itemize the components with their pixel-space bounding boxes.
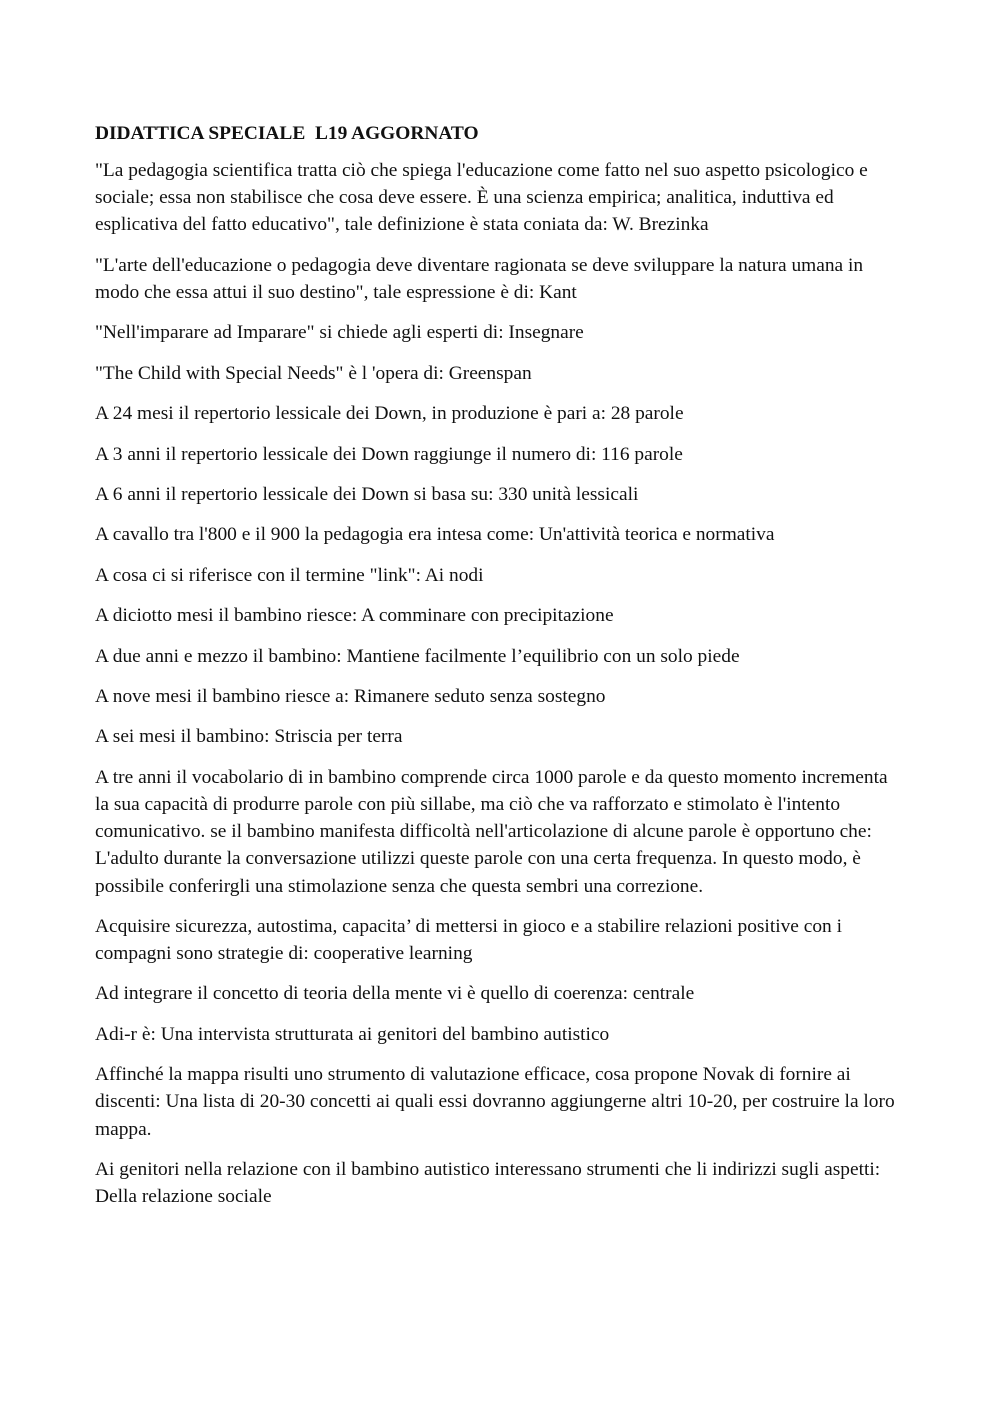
qa-entry: A 6 anni il repertorio lessicale dei Down si basa su: 330 unità lessicali — [95, 483, 639, 505]
qa-entry: A due anni e mezzo il bambino: Mantiene facilmente l’equilibrio con un solo piede — [95, 645, 740, 667]
qa-entry: Ad integrare il concetto di teoria della mente vi è quello di coerenza: centrale — [95, 983, 695, 1005]
qa-entry: A cavallo tra l'800 e il 900 la pedagogia era intesa come: Un'attività teorica e normativa — [95, 524, 775, 546]
qa-entry: A diciotto mesi il bambino riesce: A comminare con precipitazione — [95, 605, 614, 627]
qa-entry: A tre anni il vocabolario di in bambino comprende circa 1000 parole e da questo momento incrementa la sua capacità di produrre parole con più sillabe, ma ciò che va rafforzato e stimolato è l'intento comunicativo. se il bambino manifesta difficoltà nell'articolazione di alcune parole è opportuno che: L'adulto durante la conversazione utilizzi queste parole con una certa frequenza. In questo modo, è possibile conferirgli una stimolazione senza che questa sembri una correzione. — [95, 766, 888, 897]
qa-entry: A sei mesi il bambino: Striscia per terra — [95, 726, 403, 748]
qa-entry: Ai genitori nella relazione con il bambino autistico interessano strumenti che li indirizzi sugli aspetti: Della relazione sociale — [95, 1159, 881, 1208]
document-title: DIDATTICA SPECIALE L19 AGGORNATO — [95, 123, 479, 144]
qa-entry: "La pedagogia scientifica tratta ciò che spiega l'educazione come fatto nel suo aspetto psicologico e sociale; essa non stabilisce che cosa deve essere. È una scienza empirica; analitica, induttiva ed esplicativa del fatto educativo", tale definizione è stata coniata da: W. Brezinka — [95, 160, 868, 236]
qa-entry: A cosa ci si riferisce con il termine "link": Ai nodi — [95, 564, 484, 586]
qa-entry: "L'arte dell'educazione o pedagogia deve diventare ragionata se deve sviluppare la natura umana in modo che essa attui il suo destino", tale espressione è di: Kant — [95, 254, 864, 303]
document-body — [95, 120, 905, 1224]
qa-entry: A 24 mesi il repertorio lessicale dei Down, in produzione è pari a: 28 parole — [95, 403, 684, 425]
qa-entry: "The Child with Special Needs" è l 'opera di: Greenspan — [95, 362, 532, 384]
qa-entry: Affinché la mappa risulti uno strumento di valutazione efficace, cosa propone Novak di fornire ai discenti: Una lista di 20-30 concetti ai quali essi dovranno aggiungerne altri 10-20, per costruire la loro mappa. — [95, 1064, 895, 1140]
qa-entry: Adi-r è: Una intervista strutturata ai genitori del bambino autistico — [95, 1023, 610, 1045]
qa-entry: A 3 anni il repertorio lessicale dei Down raggiunge il numero di: 116 parole — [95, 443, 683, 465]
qa-entry: A nove mesi il bambino riesce a: Rimanere seduto senza sostegno — [95, 685, 606, 707]
qa-entry: Acquisire sicurezza, autostima, capacita’ di mettersi in gioco e a stabilire relazioni positive con i compagni sono strategie di: cooperative learning — [95, 915, 842, 965]
qa-entry: "Nell'imparare ad Imparare" si chiede agli esperti di: Insegnare — [95, 322, 584, 344]
